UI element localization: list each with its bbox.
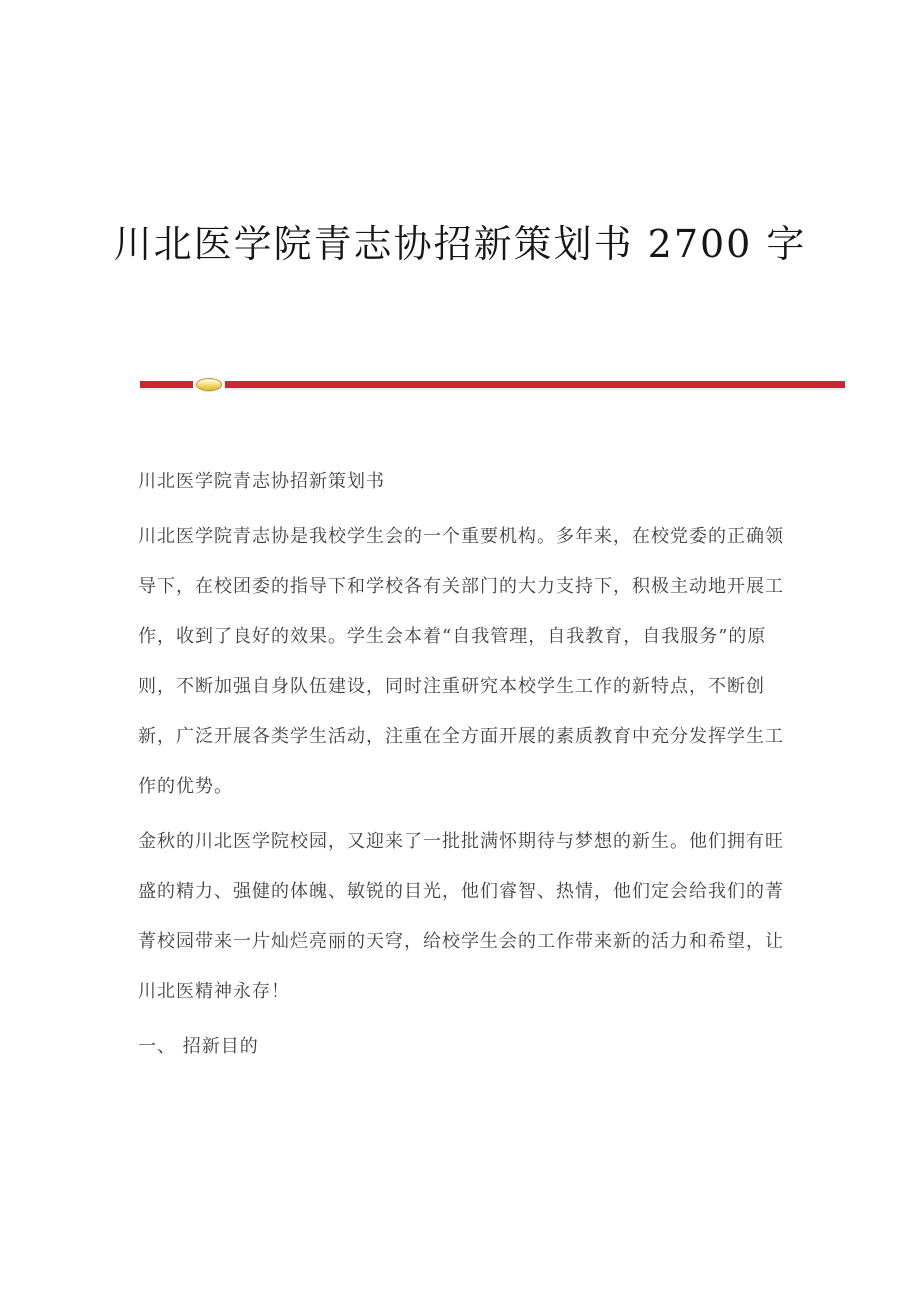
text-line: 川北医学院青志协招新策划书 [138,471,385,492]
paragraph-intro [138,512,788,812]
text-line: 导下，在校团委的指导下和学校各有关部门的大力支持下，积极主动地开展工 [138,576,784,597]
text-line: 盛的精力、强健的体魄、敏锐的目光，他们睿智、热情，他们定会给我们的菁 [138,881,784,902]
paragraph-section-heading [138,1022,788,1072]
text-line: 金秋的川北医学院校园，又迎来了一批批满怀期待与梦想的新生。他们拥有旺 [138,831,784,852]
divider-bar-right [225,381,845,388]
text-line: 作，收到了良好的效果。学生会本着“自我管理，自我教育，自我服务”的原 [138,626,767,647]
document-body [138,457,788,1077]
document-title: 川北医学院青志协招新策划书 2700 字 [113,222,807,266]
text-line: 新，广泛开展各类学生活动，注重在全方面开展的素质教育中充分发挥学生工 [138,726,784,747]
text-line: 菁校园带来一片灿烂亮丽的天穹，给校学生会的工作带来新的活力和希望，让 [138,931,784,952]
paragraph-heading [138,457,788,507]
title-divider [140,378,845,391]
divider-ellipse-ornament-icon [196,378,222,391]
divider-bar-left [140,381,193,388]
text-line: 川北医精神永存！ [138,981,290,1002]
text-line: 作的优势。 [138,776,233,797]
text-line: 一、 招新目的 [138,1036,259,1057]
text-line: 则，不断加强自身队伍建设，同时注重研究本校学生工作的新特点，不断创 [138,676,765,697]
paragraph-autumn [138,817,788,1017]
text-line: 川北医学院青志协是我校学生会的一个重要机构。多年来，在校党委的正确领 [138,526,784,547]
